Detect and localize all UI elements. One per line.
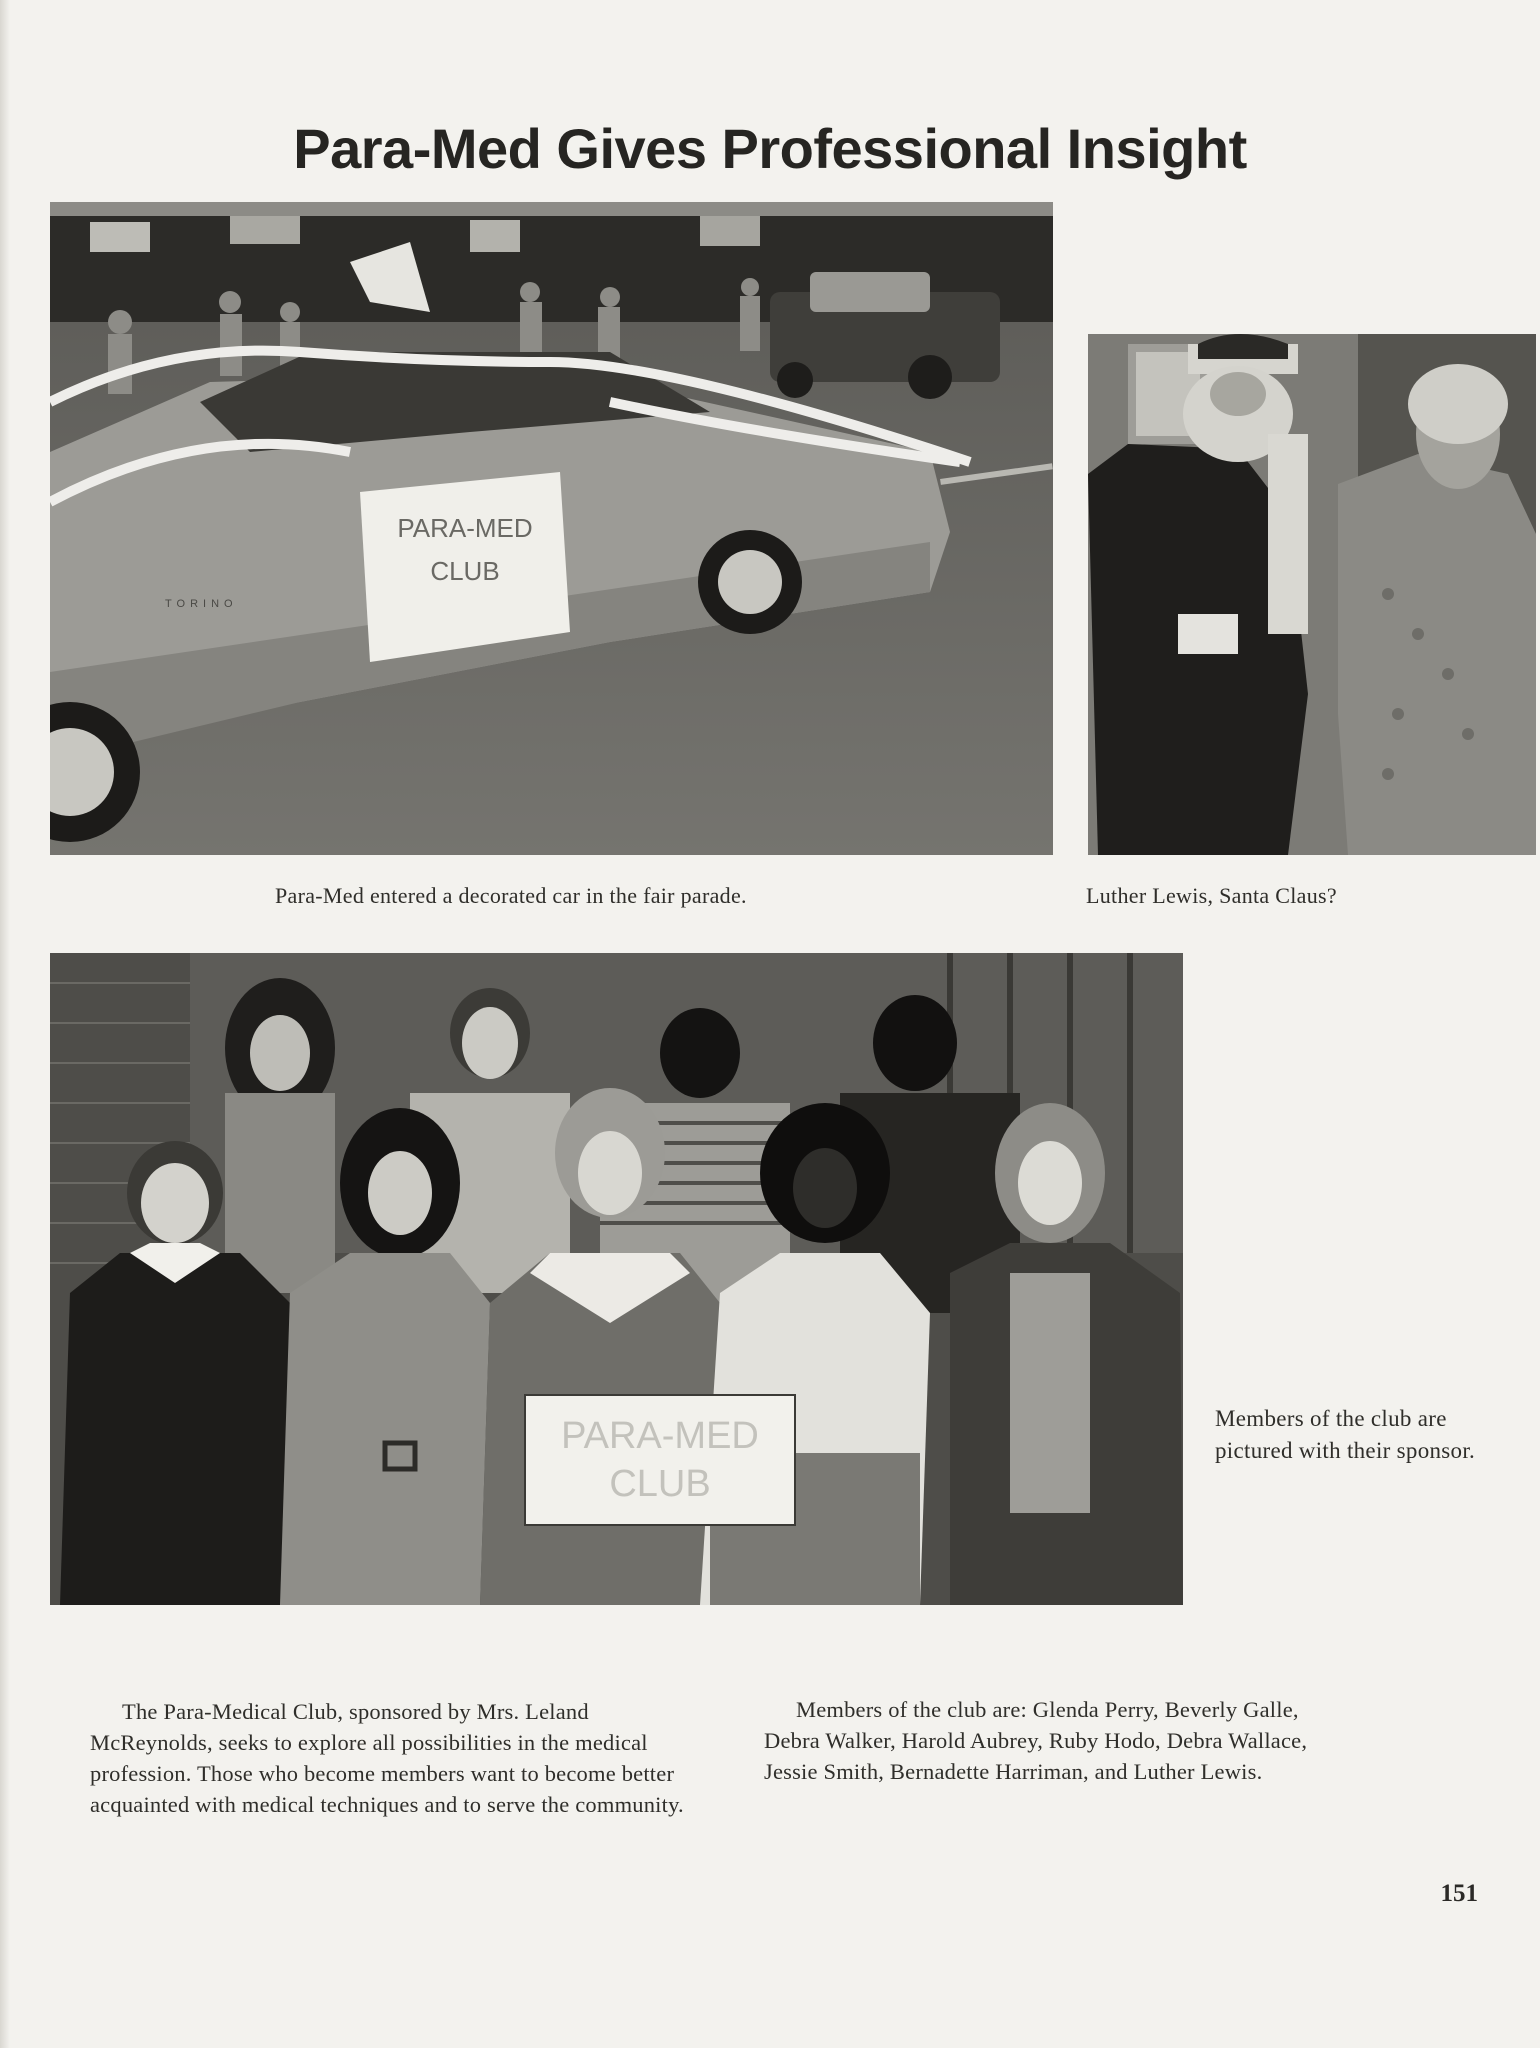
page-number: 151 bbox=[1440, 1880, 1478, 1907]
santa-photo-caption: Luther Lewis, Santa Claus? bbox=[1086, 883, 1337, 908]
group-photo-caption: Members of the club are pictured with their sponsor. bbox=[1215, 1406, 1476, 1463]
car-sign-line2: CLUB bbox=[430, 556, 500, 586]
car-door-sign bbox=[360, 472, 570, 662]
group-held-sign bbox=[525, 1395, 795, 1525]
car-badge: TORINO bbox=[165, 598, 238, 610]
group-sign-line1: PARA-MED bbox=[561, 1415, 759, 1457]
page-binding-edge bbox=[0, 0, 10, 2048]
parade-photo-caption: Para-Med entered a decorated car in the fair parade. bbox=[275, 883, 747, 908]
club-group-photo bbox=[50, 953, 1183, 1605]
car-sign-line1: PARA-MED bbox=[397, 513, 533, 543]
club-members-paragraph: Members of the club are: Glenda Perry, Beverly Galle, Debra Walker, Harold Aubrey, Ruby Hodo, Debra Wallace, Jessie Smith, Bernadette Harriman, and Luther Lewis. bbox=[764, 1697, 1308, 1784]
page-title: Para-Med Gives Professional Insight bbox=[293, 116, 1247, 180]
santa-claus-photo bbox=[1088, 334, 1536, 855]
club-description-paragraph: The Para-Medical Club, sponsored by Mrs. Leland McReynolds, seeks to explore all possibilities in the medical profession. Those who become members want to become better acquainted with medical techniques and to serve the community. bbox=[90, 1699, 684, 1817]
parade-car-photo bbox=[50, 202, 1053, 855]
group-sign-line2: CLUB bbox=[609, 1463, 711, 1505]
